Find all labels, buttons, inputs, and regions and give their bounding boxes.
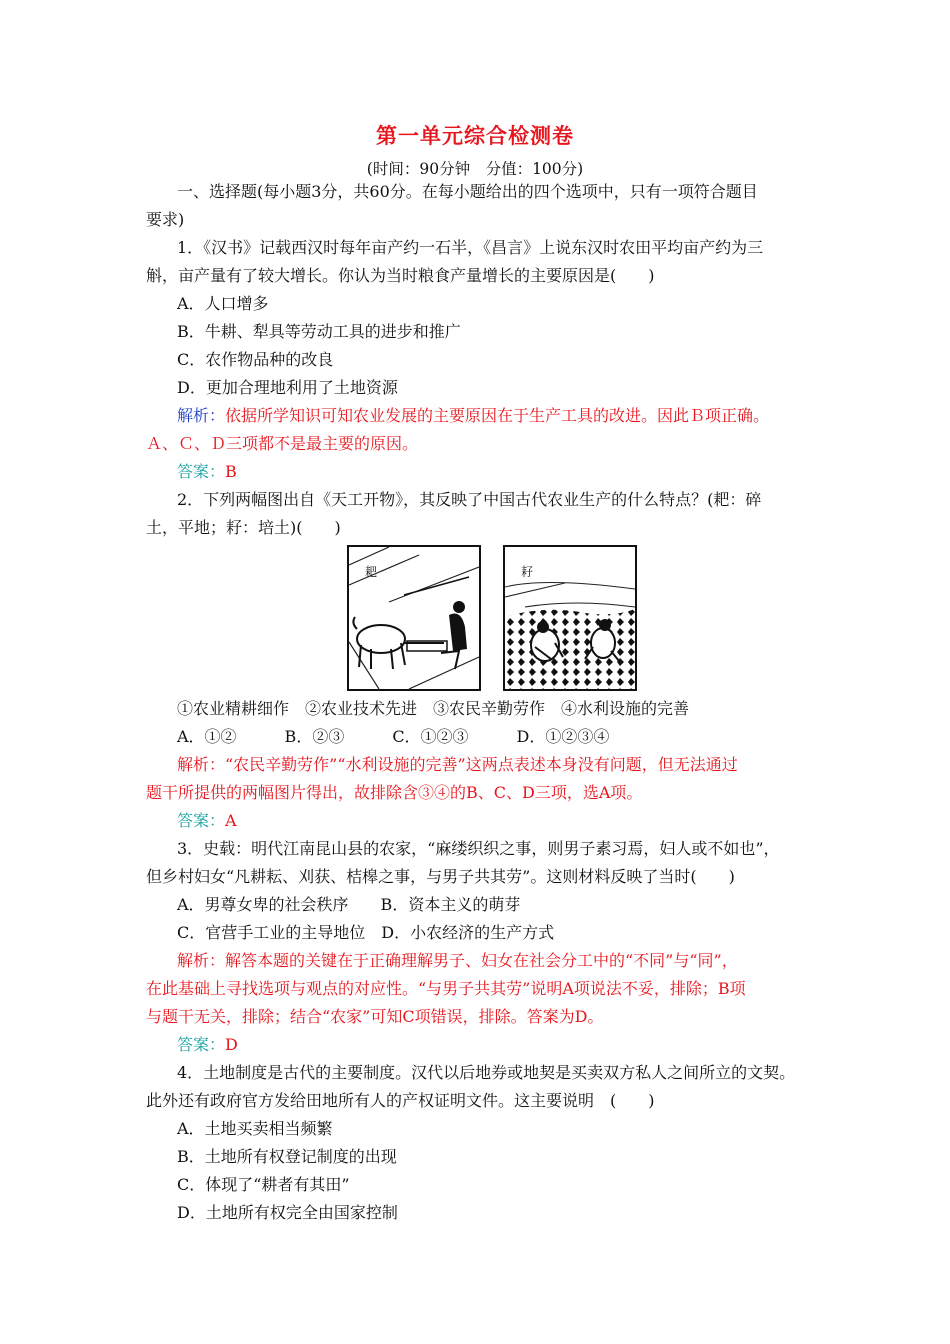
q4-option-b: B．土地所有权登记制度的出现 <box>177 1147 397 1166</box>
exam-info: (时间：90分钟 分值：100分) <box>366 160 584 178</box>
q4-stem-line-1: 4．土地制度是古代的主要制度。汉代以后地券或地契是买卖双方私人之间所立的文契。 <box>177 1063 796 1082</box>
weeding-label: 耔 <box>521 565 534 579</box>
q3-analysis-line-1: 解析：解答本题的关键在于正确理解男子、妇女在社会分工中的“不同”与“同”， <box>177 951 738 970</box>
q4-option-a: A．土地买卖相当频繁 <box>177 1119 333 1138</box>
q1-answer-label: 答案： <box>177 462 226 481</box>
q3-stem-line-1: 3．史载：明代江南昆山县的农家，“麻缕织织之事，则男子素习焉，妇人或不如也”， <box>177 839 780 858</box>
q1-stem-line-1: 1．《汉书》记载西汉时每年亩产约一石半，《昌言》上说东汉时农田平均亩产约为三 <box>177 238 764 257</box>
q4-option-d: D．土地所有权完全由国家控制 <box>177 1203 398 1222</box>
q3-options-ab: A．男尊女卑的社会秩序 B．资本主义的萌芽 <box>177 895 521 914</box>
q3-stem-line-2: 但乡村妇女“凡耕耘、刈获、桔槔之事，与男子共其劳”。这则材料反映了当时( ) <box>146 867 735 886</box>
section-heading-line-1: 一、选择题(每小题3分，共60分。在每小题给出的四个选项中，只有一项符合题目 <box>177 182 758 201</box>
q2-analysis-line-1: 解析：“农民辛勤劳作”“水利设施的完善”这两点表述本身没有问题，但无法通过 <box>177 755 738 774</box>
q1-analysis-line-1 <box>177 405 769 427</box>
q1-analysis-text: 依据所学知识可知农业发展的主要原因在于生产工具的改进。因此Ｂ项正确。 <box>225 406 770 425</box>
harrow-illustration <box>347 545 481 691</box>
q1-option-c: C．农作物品种的改良 <box>177 350 334 369</box>
q2-statements: ①农业精耕细作 ②农业技术先进 ③农民辛勤劳作 ④水利设施的完善 <box>177 699 690 718</box>
weeding-illustration <box>503 545 637 691</box>
q1-stem-line-2: 斛，亩产量有了较大增长。你认为当时粮食产量增长的主要原因是( ) <box>146 266 655 285</box>
q2-stem-line-2: 土，平地；耔：培土)( ) <box>146 518 341 537</box>
q3-answer-label: 答案： <box>177 1035 226 1054</box>
q3-answer <box>177 1034 238 1056</box>
page-title: 第一单元综合检测卷 <box>376 123 574 148</box>
q4-stem-line-2: 此外还有政府官方发给田地所有人的产权证明文件。这主要说明 ( ) <box>146 1091 655 1110</box>
q4-option-c: C．体现了“耕者有其田” <box>177 1175 350 1194</box>
q1-option-d: D．更加合理地利用了土地资源 <box>177 378 398 397</box>
q3-answer-value: D <box>225 1035 238 1054</box>
harrow-label: 耙 <box>365 565 378 579</box>
q1-answer-value: B <box>225 462 237 481</box>
q2-answer <box>177 810 237 832</box>
q2-analysis-line-2: 题干所提供的两幅图片得出，故排除含③④的B、C、D三项，选A项。 <box>146 783 643 802</box>
q1-option-b: B．牛耕、犁具等劳动工具的进步和推广 <box>177 322 461 341</box>
q3-analysis-line-3: 与题干无关，排除；结合“农家”可知C项错误，排除。答案为D。 <box>146 1007 604 1026</box>
q2-stem-line-1: 2．下列两幅图出自《天工开物》，其反映了中国古代农业生产的什么特点？(耙：碎 <box>177 490 762 509</box>
q2-answer-value: A <box>225 811 237 830</box>
q1-analysis-line-2: Ａ、Ｃ、Ｄ三项都不是最主要的原因。 <box>146 434 419 453</box>
q1-option-a: A．人口增多 <box>177 294 269 313</box>
q2-options: A．①② B．②③ C．①②③ D．①②③④ <box>177 727 610 746</box>
q3-analysis-line-2: 在此基础上寻找选项与观点的对应性。“与男子共其劳”说明A项说法不妥，排除；B项 <box>146 979 746 998</box>
q1-analysis-label: 解析： <box>177 406 226 425</box>
q2-answer-label: 答案： <box>177 811 226 830</box>
section-heading-line-2: 要求) <box>146 210 185 229</box>
q1-answer <box>177 461 237 483</box>
q3-options-cd: C．官营手工业的主导地位 D．小农经济的生产方式 <box>177 923 555 942</box>
